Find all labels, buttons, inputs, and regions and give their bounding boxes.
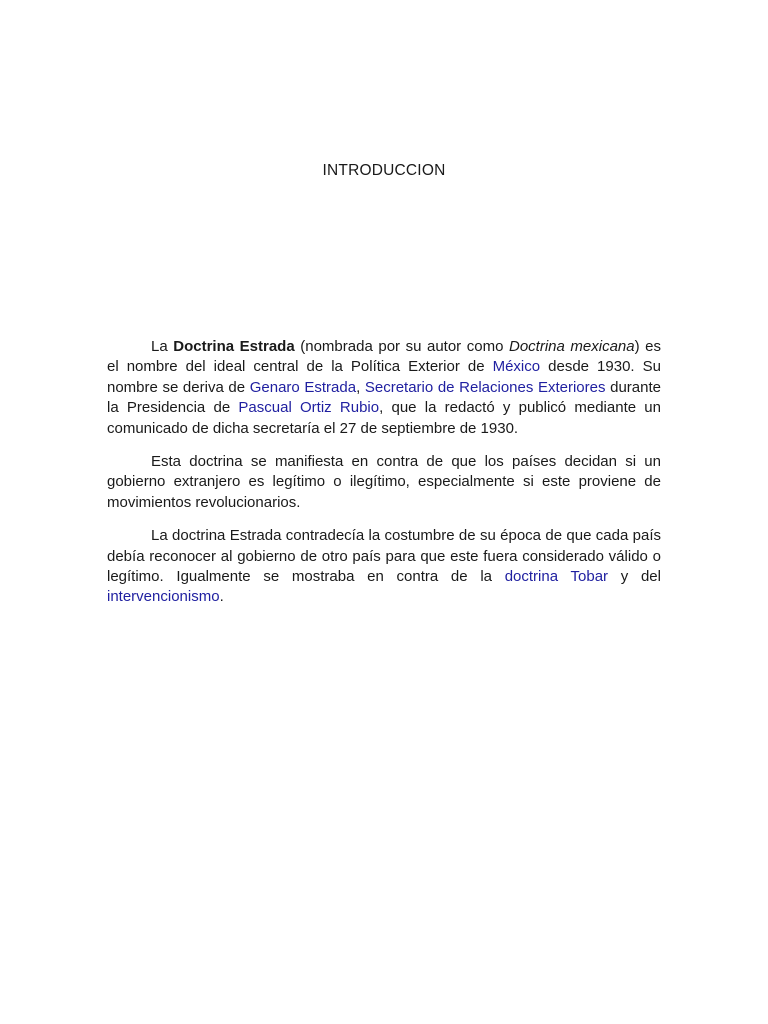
doctrina-estrada-bold: Doctrina Estrada [173,338,295,355]
link-pascual-ortiz-rubio[interactable]: Pascual Ortiz Rubio [238,399,380,417]
p3-text-3: . [219,588,224,606]
p1-text-4: desde 1930. Su nombre se deriva de [107,358,661,396]
link-intervencionismo[interactable]: intervencionismo [107,588,220,606]
p3-text-2: y del [608,568,661,586]
p3-text-1: La doctrina Estrada contradecía la costumbre de su época de que cada país debía reconocer al gobierno de otro país para que este fuera considerado válido o legítimo. Igualmente se mostraba en contra de la [107,527,661,586]
paragraph-3 [107,526,661,608]
link-secretario-relaciones-exteriores[interactable]: Secretario de Relaciones Exteriores [364,378,606,396]
paragraph-1 [107,337,661,439]
p1-text-6: durante la Presidencia de [107,378,661,417]
link-genaro-estrada[interactable]: Genaro Estrada [249,378,357,396]
p1-text-7: , que la redactó y publicó mediante un comunicado de dicha secretaría el 27 de septiembre de 1930. [107,399,661,437]
p1-text-1: La [151,338,174,355]
link-mexico[interactable]: México [492,358,541,376]
p1-text-3: ) es el nombre del ideal central de la Política Exterior de [107,338,662,376]
link-doctrina-tobar[interactable]: doctrina Tobar [504,568,609,586]
p1-text-5: , [356,378,365,396]
document-body [107,337,661,621]
p1-text-2: (nombrada por su autor como [294,338,509,355]
page-title: INTRODUCCION [322,162,446,179]
paragraph-2: Esta doctrina se manifiesta en contra de que los países decidan si un gobierno extranjero es legítimo o ilegítimo, especialmente si este proviene de movimientos revolucionarios. [107,453,661,511]
doctrina-mexicana-italic: Doctrina mexicana [508,338,635,355]
